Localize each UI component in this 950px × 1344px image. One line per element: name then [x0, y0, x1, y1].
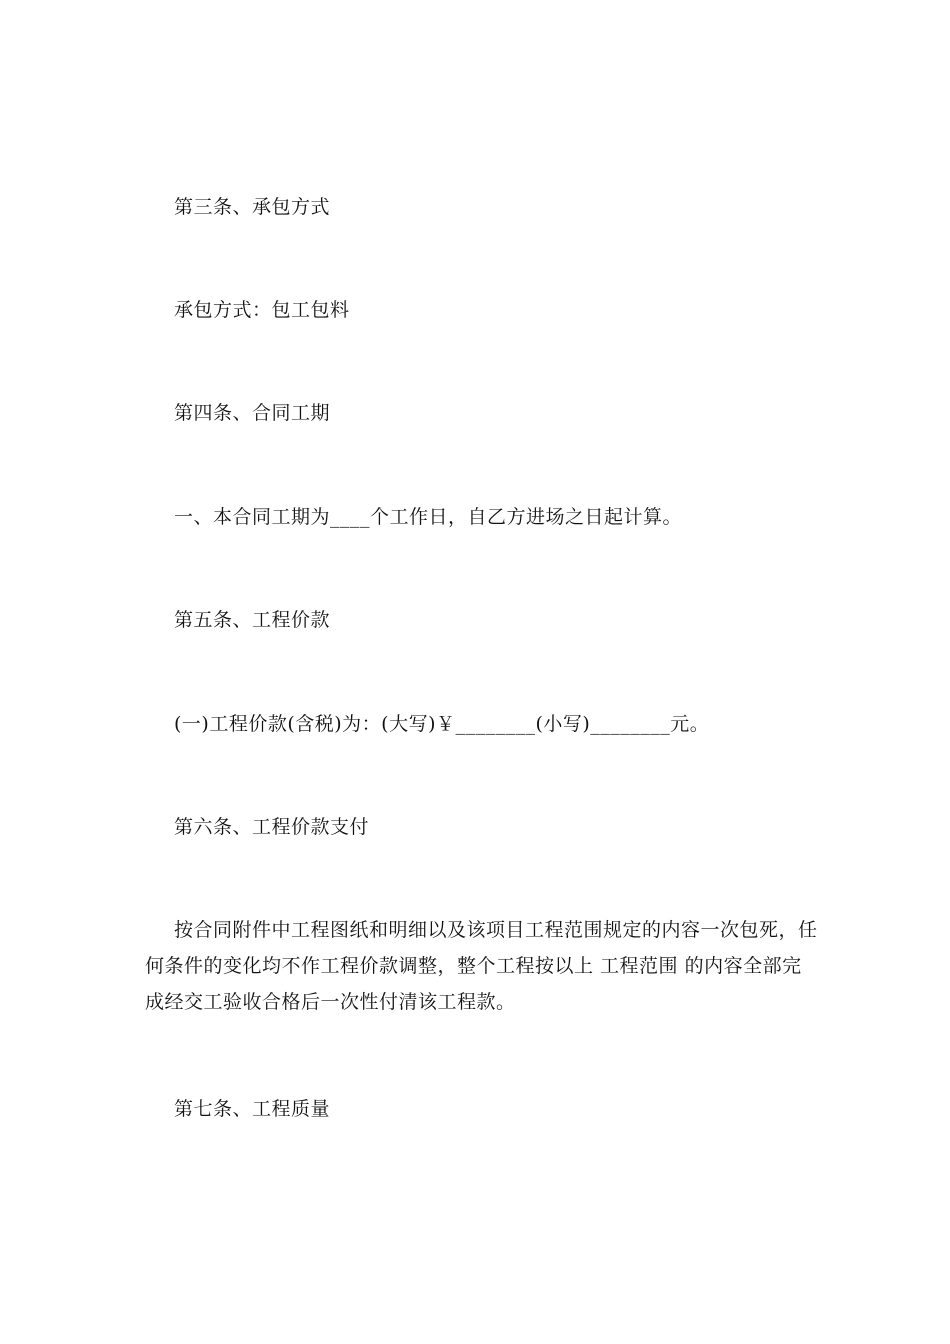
article-6-heading: 第六条、工程价款支付	[174, 816, 370, 838]
paragraph-line: 按合同附件中工程图纸和明细以及该项目工程范围规定的内容一次包死，任	[174, 919, 818, 941]
article-5-item-1: (一)工程价款(含税)为：(大写)￥________(小写)________元。	[174, 713, 710, 735]
article-3-contract-method: 承包方式：包工包料	[174, 299, 350, 321]
article-4-item-1: 一、本合同工期为____个工作日，自乙方进场之日起计算。	[174, 506, 683, 528]
article-7-heading: 第七条、工程质量	[174, 1098, 331, 1120]
paragraph-line: 何条件的变化均不作工程价款调整，整个工程按以上 工程范围 的内容全部完	[145, 955, 802, 977]
article-6-paragraph	[145, 912, 818, 1020]
article-4-heading: 第四条、合同工期	[174, 402, 331, 424]
paragraph-line: 成经交工验收合格后一次性付清该工程款。	[145, 991, 516, 1013]
article-5-heading: 第五条、工程价款	[174, 609, 331, 631]
article-3-heading: 第三条、承包方式	[174, 196, 331, 218]
